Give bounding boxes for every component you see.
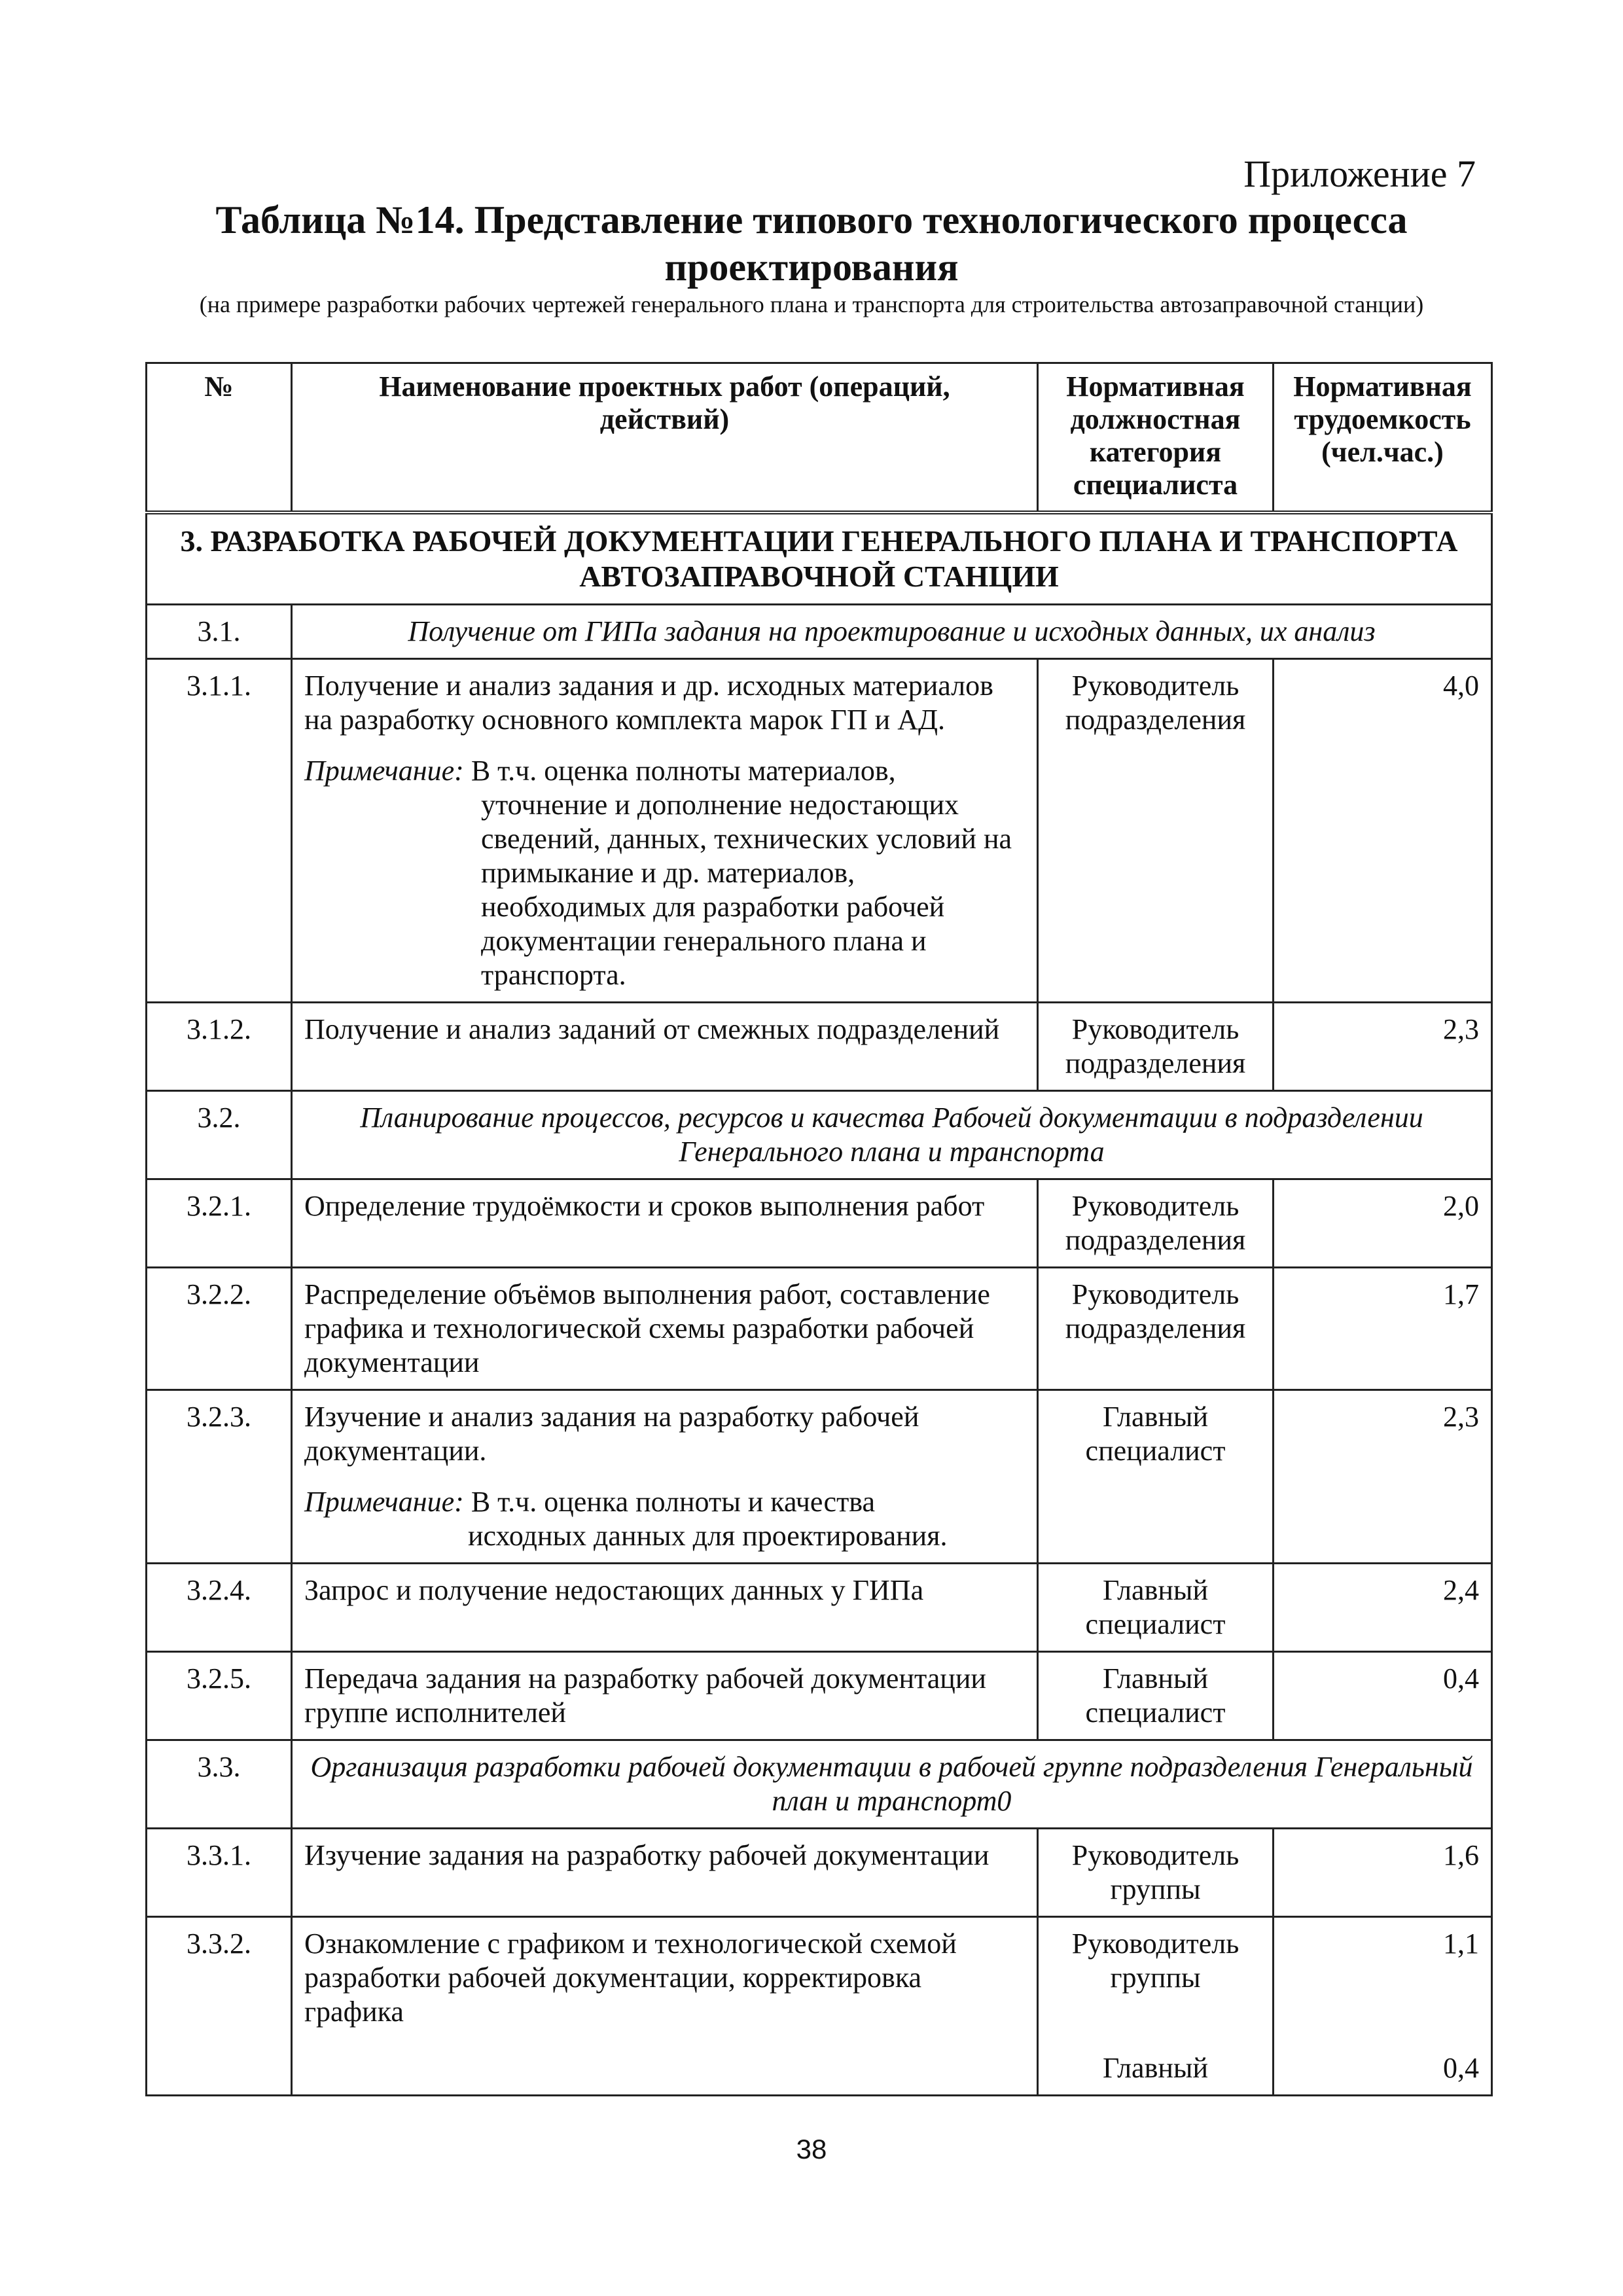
labor-cell: 1,7	[1274, 1268, 1492, 1390]
labor-primary: 1,1	[1443, 1928, 1479, 1960]
labor-secondary: 0,4	[1443, 2052, 1479, 2084]
work-name: Распределение объёмов выполнения работ, составление графика и технологической схемы разработки рабочей документации	[292, 1268, 1038, 1390]
subsection-title: Планирование процессов, ресурсов и качества Рабочей документации в подразделении Генерального плана и транспорта	[292, 1091, 1492, 1179]
table-row	[147, 659, 1492, 1003]
work-name: Передача задания на разработку рабочей документации группе исполнителей	[292, 1652, 1038, 1740]
labor-cell: 0,4	[1274, 1652, 1492, 1740]
note-block	[304, 754, 1025, 992]
work-name: Изучение задания на разработку рабочей документации	[292, 1829, 1038, 1917]
category-cell: Руководитель группы	[1038, 1829, 1274, 1917]
category-cell	[1038, 1917, 1274, 2096]
note-text: исходных данных для проектирования.	[468, 1520, 948, 1552]
column-header-name: Наименование проектных работ (операций, действий)	[292, 363, 1038, 513]
work-name: Получение и анализ заданий от смежных подразделений	[292, 1003, 1038, 1091]
column-header-num: №	[147, 363, 292, 513]
labor-cell: 2,4	[1274, 1564, 1492, 1652]
category-cell: Руководитель подразделения	[1038, 1003, 1274, 1091]
section-title: 3. РАЗРАБОТКА РАБОЧЕЙ ДОКУМЕНТАЦИИ ГЕНЕРАЛЬНОГО ПЛАНА И ТРАНСПОРТА АВТОЗАПРАВОЧНОЙ СТАНЦИИ	[147, 512, 1492, 605]
section-row	[147, 512, 1492, 605]
page-number: 38	[796, 2134, 827, 2164]
table-row	[147, 1829, 1492, 1917]
table-row	[147, 1003, 1492, 1091]
work-name: Определение трудоёмкости и сроков выполнения работ	[292, 1179, 1038, 1268]
labor-cell	[1274, 1917, 1492, 2096]
column-header-category: Нормативная должностная категория специалиста	[1038, 363, 1274, 513]
category-cell: Главный специалист	[1038, 1564, 1274, 1652]
document-subtitle: (на примере разработки рабочих чертежей генерального плана и транспорта для строительства автозаправочной станции)	[199, 291, 1424, 317]
document-title: Таблица №14. Представление типового технологического процесса проектирования	[215, 198, 1408, 289]
row-number: 3.2.3.	[147, 1390, 292, 1564]
subsection-row	[147, 605, 1492, 659]
table-row	[147, 1652, 1492, 1740]
row-number: 3.2.2.	[147, 1268, 292, 1390]
category-cell: Руководитель подразделения	[1038, 1179, 1274, 1268]
note-block	[304, 1485, 1025, 1553]
table-row	[147, 1917, 1492, 2096]
category-cell: Руководитель подразделения	[1038, 1268, 1274, 1390]
table-row	[147, 1390, 1492, 1564]
row-number: 3.1.	[147, 605, 292, 659]
labor-cell: 2,3	[1274, 1390, 1492, 1564]
row-number: 3.3.2.	[147, 1917, 292, 2096]
appendix-label: Приложение 7	[1243, 152, 1476, 195]
work-name-cell	[292, 659, 1038, 1003]
table-row	[147, 1179, 1492, 1268]
note-text: уточнение и дополнение недостающих сведений, данных, технических условий на примыкание и др. материалов, необходимых для разработки рабочей документации генерального плана и транспорта.	[481, 789, 1012, 991]
work-name: Получение и анализ задания и др. исходных материалов на разработку основного комплекта марок ГП и АД.	[304, 670, 993, 736]
subsection-title: Организация разработки рабочей документации в рабочей группе подразделения Генеральный план и транспорт0	[292, 1740, 1492, 1829]
labor-cell: 2,0	[1274, 1179, 1492, 1268]
category-cell: Руководитель подразделения	[1038, 659, 1274, 1003]
work-name: Ознакомление с графиком и технологической схемой разработки рабочей документации, корректировка графика	[292, 1917, 1038, 2096]
note-first-line: В т.ч. оценка полноты материалов,	[471, 755, 896, 787]
row-number: 3.2.5.	[147, 1652, 292, 1740]
subsection-row	[147, 1740, 1492, 1829]
table-row	[147, 1564, 1492, 1652]
labor-cell: 2,3	[1274, 1003, 1492, 1091]
row-number: 3.1.1.	[147, 659, 292, 1003]
process-table	[145, 362, 1493, 2096]
table-row	[147, 1268, 1492, 1390]
row-number: 3.2.4.	[147, 1564, 292, 1652]
table-header-row	[147, 363, 1492, 513]
column-header-labor: Нормативная трудоемкость (чел.час.)	[1274, 363, 1492, 513]
row-number: 3.3.	[147, 1740, 292, 1829]
row-number: 3.1.2.	[147, 1003, 292, 1091]
subsection-row	[147, 1091, 1492, 1179]
labor-cell: 1,6	[1274, 1829, 1492, 1917]
work-name: Изучение и анализ задания на разработку рабочей документации.	[304, 1401, 919, 1467]
note-first-line: В т.ч. оценка полноты и качества	[471, 1486, 876, 1518]
category-secondary: Главный	[1102, 2052, 1209, 2084]
note-label: Примечание:	[304, 755, 464, 787]
row-number: 3.3.1.	[147, 1829, 292, 1917]
category-cell: Главный специалист	[1038, 1390, 1274, 1564]
labor-cell: 4,0	[1274, 659, 1492, 1003]
subsection-title: Получение от ГИПа задания на проектирование и исходных данных, их анализ	[292, 605, 1492, 659]
row-number: 3.2.1.	[147, 1179, 292, 1268]
work-name-cell	[292, 1390, 1038, 1564]
work-name: Запрос и получение недостающих данных у ГИПа	[292, 1564, 1038, 1652]
category-cell: Главный специалист	[1038, 1652, 1274, 1740]
category-primary: Руководитель группы	[1071, 1928, 1240, 1994]
note-label: Примечание:	[304, 1486, 464, 1518]
row-number: 3.2.	[147, 1091, 292, 1179]
